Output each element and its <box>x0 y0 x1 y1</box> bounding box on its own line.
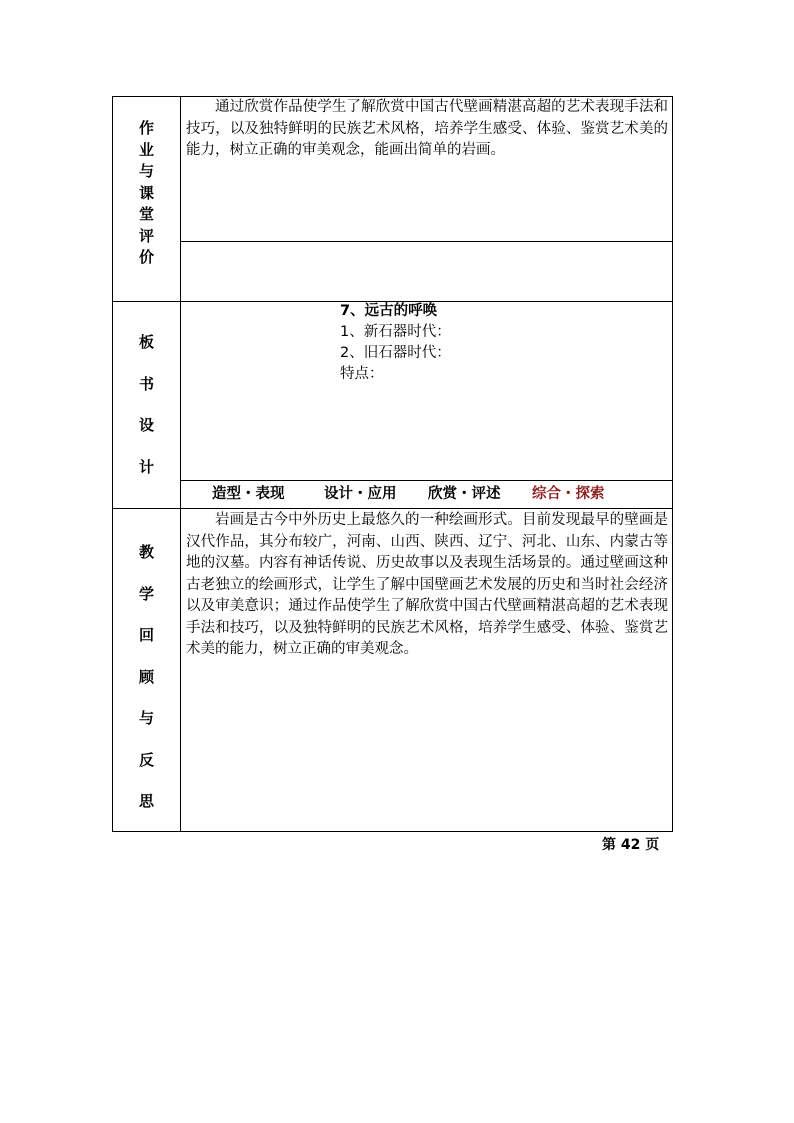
review-label <box>113 532 180 823</box>
label-char: 书 <box>138 374 154 393</box>
homework-label <box>113 118 180 269</box>
board-label <box>113 322 180 488</box>
label-char: 计 <box>138 457 154 476</box>
column-divider <box>180 96 181 832</box>
board-content <box>340 301 451 385</box>
homework-text: 通过欣赏作品使学生了解欣赏中国古代壁画精湛高超的艺术表现手法和技巧，以及独特鲜明的民族艺术风格，培养学生感受、体验、鉴赏艺术美的能力，树立正确的审美观念，能画出简单的岩画。 <box>186 99 668 158</box>
label-char: 思 <box>138 792 154 810</box>
label-char: 设 <box>138 416 154 434</box>
label-char: 顾 <box>138 667 154 686</box>
label-char: 业 <box>138 140 154 159</box>
category-item: 设计・应用 <box>324 486 397 502</box>
category-item-highlight: 综合・探索 <box>532 486 605 502</box>
label-char: 与 <box>138 162 154 180</box>
page-number: 第 42 页 <box>602 837 660 853</box>
review-text: 岩画是古今中外历史上最悠久的一种绘画形式。目前发现最早的壁画是汉代作品，其分布较广，河南、山西、陕西、辽宁、河北、山东、内蒙古等地的汉墓。内容有神话传说、历史故事以及表现生活场景的。通过壁画这种古老独立的绘画形式，让学生了解中国壁画艺术发展的历史和当时社会经济以及审美意识；通过作品使学生了解欣赏中国古代壁画精湛高超的艺术表现手法和技巧，以及独特鲜明的民族艺术风格，培养学生感受、体验、鉴赏艺术美的能力，树立正确的审美观念。 <box>186 512 668 657</box>
row-divider-homework-inner <box>180 241 673 242</box>
label-char: 学 <box>138 584 154 603</box>
label-char: 教 <box>138 543 154 561</box>
label-char: 评 <box>138 226 154 245</box>
label-char: 价 <box>138 248 154 266</box>
label-char: 与 <box>138 709 154 727</box>
board-line: 特点： <box>340 366 384 382</box>
label-char: 作 <box>138 119 154 137</box>
label-char: 反 <box>138 750 154 769</box>
row-divider-categories <box>180 480 673 481</box>
row-divider-review <box>112 508 673 509</box>
board-line: 2、旧石器时代： <box>340 345 451 361</box>
board-title: 7、远古的呼唤 <box>340 303 438 319</box>
category-item: 欣赏・评述 <box>428 486 501 502</box>
label-char: 回 <box>138 626 154 644</box>
label-char: 课 <box>138 183 154 202</box>
label-char: 堂 <box>138 205 154 223</box>
lesson-table <box>112 96 673 832</box>
category-item: 造型・表现 <box>212 486 285 502</box>
board-line: 1、新石器时代： <box>340 324 451 340</box>
label-char: 板 <box>138 333 154 351</box>
